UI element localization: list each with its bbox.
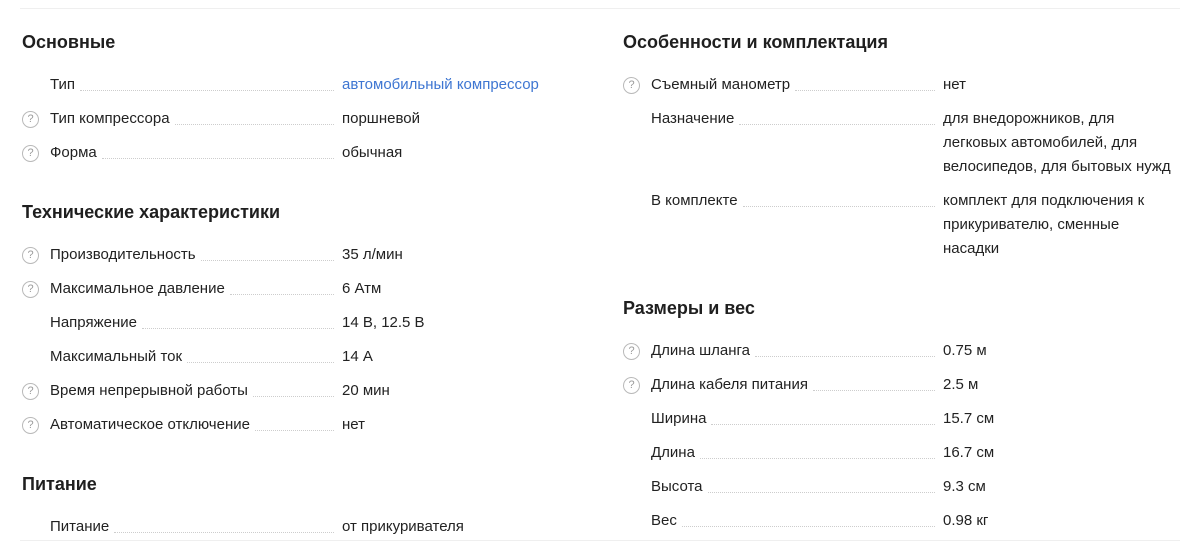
help-icon-slot (22, 141, 50, 165)
spec-label-wrap (50, 311, 342, 335)
help-icon-slot (22, 413, 50, 437)
dotted-leader (711, 424, 935, 425)
spec-label: Тип компрессора (50, 110, 170, 127)
spec-label-wrap (50, 413, 342, 437)
spec-label: Максимальный ток (50, 348, 183, 365)
spec-row (22, 408, 577, 442)
spec-row (22, 306, 577, 340)
spec-label: Производительность (50, 246, 196, 263)
spec-label: Длина шланга (651, 342, 750, 359)
spec-value: 9.3 см (943, 478, 986, 495)
section-title: Основные (22, 32, 116, 52)
spec-row (623, 102, 1178, 184)
help-icon-slot (22, 515, 50, 539)
spec-label-wrap (50, 107, 342, 131)
spec-label: В комплекте (651, 192, 738, 209)
help-icon-slot (623, 407, 651, 431)
dotted-leader (682, 526, 935, 527)
spec-row (22, 374, 577, 408)
spec-label-wrap (50, 141, 342, 165)
dotted-leader (739, 124, 935, 125)
spec-label-wrap (651, 407, 943, 431)
spec-row (623, 436, 1178, 470)
spec-label-wrap (651, 475, 943, 499)
question-mark-icon[interactable]: ? (22, 111, 39, 128)
spec-label: Время непрерывной работы (50, 382, 248, 399)
help-icon-slot (623, 509, 651, 533)
dotted-leader (102, 158, 334, 159)
question-mark-icon[interactable]: ? (623, 343, 640, 360)
spec-label-wrap (50, 345, 342, 369)
spec-value: нет (943, 76, 966, 93)
spec-label: Высота (651, 478, 703, 495)
spec-label-wrap (651, 441, 943, 465)
spec-column-2 (623, 0, 1178, 544)
spec-row (623, 334, 1178, 368)
spec-label-wrap (651, 509, 943, 533)
help-icon-slot (22, 73, 50, 97)
spec-value: 2.5 м (943, 376, 979, 393)
spec-label-wrap (651, 339, 943, 363)
help-icon-slot (22, 379, 50, 403)
question-mark-icon[interactable]: ? (22, 417, 39, 434)
dotted-leader (700, 458, 935, 459)
dotted-leader (708, 492, 935, 493)
spec-row (22, 68, 577, 102)
spec-row (22, 136, 577, 170)
spec-label-wrap (651, 189, 943, 213)
spec-value: для внедорожников, для легковых автомобилей, для велосипедов, для бытовых нужд (943, 110, 1171, 175)
spec-label: Вес (651, 512, 677, 529)
spec-value: комплект для подключения к прикуривателю, сменные насадки (943, 192, 1145, 257)
dotted-leader (813, 390, 935, 391)
question-mark-icon[interactable]: ? (22, 383, 39, 400)
help-icon-slot (22, 243, 50, 267)
spec-row (623, 68, 1178, 102)
question-mark-icon[interactable]: ? (22, 145, 39, 162)
question-mark-icon[interactable]: ? (22, 281, 39, 298)
spec-label: Назначение (651, 110, 735, 127)
spec-value-link[interactable]: автомобильный компрессор (342, 76, 539, 93)
spec-label-wrap (50, 277, 342, 301)
spec-value: от прикуривателя (342, 518, 464, 535)
spec-row (623, 504, 1178, 538)
spec-label-wrap (50, 379, 342, 403)
dotted-leader (755, 356, 935, 357)
spec-row (22, 340, 577, 374)
spec-label: Питание (50, 518, 110, 535)
spec-value: 0.98 кг (943, 512, 989, 529)
spec-label: Длина (651, 444, 695, 461)
help-icon-slot (623, 373, 651, 397)
spec-row (623, 184, 1178, 266)
spec-label: Тип (50, 76, 76, 93)
spec-value: 20 мин (342, 382, 390, 399)
question-mark-icon[interactable]: ? (623, 77, 640, 94)
spec-label-wrap (651, 373, 943, 397)
dotted-leader (201, 260, 334, 261)
help-icon-slot (623, 189, 651, 213)
spec-label-wrap (651, 73, 943, 97)
spec-section (623, 31, 1178, 266)
spec-row (22, 272, 577, 306)
spec-value: обычная (342, 144, 403, 161)
dotted-leader (743, 206, 935, 207)
spec-label-wrap (50, 515, 342, 539)
dotted-leader (253, 396, 334, 397)
dotted-leader (255, 430, 334, 431)
spec-label: Максимальное давление (50, 280, 225, 297)
spec-row (623, 402, 1178, 436)
help-icon-slot (22, 345, 50, 369)
help-icon-slot (22, 277, 50, 301)
dotted-leader (795, 90, 935, 91)
spec-label-wrap (651, 107, 943, 131)
spec-value: 6 Атм (342, 280, 382, 297)
dotted-leader (230, 294, 334, 295)
spec-label: Напряжение (50, 314, 137, 331)
spec-label: Съемный манометр (651, 76, 791, 93)
spec-label: Автоматическое отключение (50, 416, 250, 433)
help-icon-slot (22, 311, 50, 335)
question-mark-icon[interactable]: ? (22, 247, 39, 264)
spec-value: поршневой (342, 110, 420, 127)
spec-value: 14 В, 12.5 В (342, 314, 425, 331)
dotted-leader (187, 362, 334, 363)
spec-section (623, 297, 1178, 538)
spec-label-wrap (50, 73, 342, 97)
dotted-leader (114, 532, 334, 533)
spec-column-1 (22, 0, 577, 544)
dotted-leader (80, 90, 334, 91)
spec-label: Форма (50, 144, 97, 161)
help-icon-slot (623, 339, 651, 363)
help-icon-slot (623, 73, 651, 97)
spec-section (22, 31, 577, 170)
top-divider (20, 8, 1180, 9)
spec-value: 35 л/мин (342, 246, 403, 263)
section-title: Технические характеристики (22, 202, 281, 222)
spec-row (623, 470, 1178, 504)
help-icon-slot (623, 107, 651, 131)
help-icon-slot (22, 107, 50, 131)
spec-label: Длина кабеля питания (651, 376, 808, 393)
dotted-leader (175, 124, 334, 125)
bottom-divider (20, 540, 1180, 541)
help-icon-slot (623, 475, 651, 499)
spec-value: 16.7 см (943, 444, 995, 461)
section-title: Особенности и комплектация (623, 32, 888, 52)
spec-section (22, 201, 577, 442)
dotted-leader (142, 328, 334, 329)
question-mark-icon[interactable]: ? (623, 377, 640, 394)
spec-row (623, 368, 1178, 402)
section-title: Питание (22, 474, 97, 494)
spec-row (22, 238, 577, 272)
spec-label-wrap (50, 243, 342, 267)
spec-row (22, 510, 577, 544)
spec-row (22, 102, 577, 136)
spec-value: 15.7 см (943, 410, 995, 427)
spec-value: 0.75 м (943, 342, 987, 359)
help-icon-slot (623, 441, 651, 465)
section-title: Размеры и вес (623, 298, 755, 318)
spec-section (22, 473, 577, 544)
spec-value: нет (342, 416, 365, 433)
spec-value: 14 А (342, 348, 373, 365)
spec-label: Ширина (651, 410, 707, 427)
